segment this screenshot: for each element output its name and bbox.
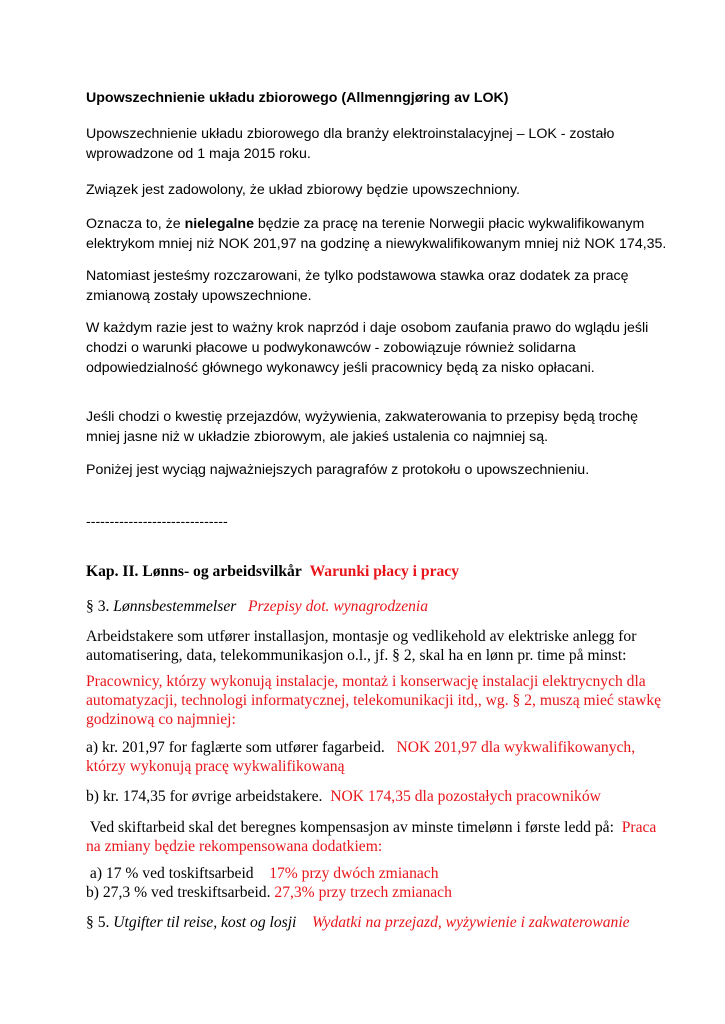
text-line: automatyzacji, technologi informatycznej, telekomunikacji itd,, wg. § 2, muszą mieć stawkę [86,692,662,709]
shift-rate-b-no: b) 27,3 % ved treskiftsarbeid. [86,884,271,901]
text-line: Jeśli chodzi o kwestię przejazdów, wyżywienia, zakwaterowania to przepisy będą trochę [86,409,639,425]
section-title-pl: Wydatki na przejazd, wyżywienie i zakwaterowanie [311,914,630,931]
chapter-title-no: Kap. II. Lønns- og arbeidsvilkår [86,563,302,580]
paragraph-travel [86,407,686,447]
text-line: W każdym razie jest to ważny krok naprzód i daje osobom zaufania prawo do wglądu jeśli [86,320,649,336]
rate-b-no: b) kr. 174,35 for øvrige arbeidstakere. [86,788,323,805]
section-5-heading [86,913,686,932]
emphasis-illegal: nielegalne [184,216,254,232]
shift-no: Ved skiftarbeid skal det beregnes kompensasjon av minste timelønn i første ledd på: [89,819,614,836]
text-line: Pracownicy, którzy wykonują instalacje, montaż i konserwację instalacji elektrycnych dla [86,673,646,690]
shift-pl: Praca [621,819,657,836]
text-line: elektrykom mniej niż NOK 201,97 na godzinę a niewykwalifikowanym mniej niż NOK 174,35. [86,236,667,252]
section-title-no: Utgifter til reise, kost og losji [113,914,297,931]
rate-b [86,787,686,806]
paragraph-disappointed [86,266,686,306]
text-line [86,214,686,234]
section-number: § 5. [86,914,114,931]
shift-rate-a [86,864,686,883]
text-line: godzinową co najmniej: [86,711,236,728]
text-line: mniej jasne niż w układzie zbiorowym, ale jakieś ustalenia co najmniej są. [86,429,549,445]
section-3-heading [86,597,686,616]
text-span: będzie za pracę na terenie Norwegii płacic wykwalifikowanym [253,216,645,232]
text-line: Natomiast jesteśmy rozczarowani, że tylko podstawowa stawka oraz dodatek za pracę [86,268,629,284]
shift-rate-b [86,883,686,902]
paragraph-meaning [86,214,686,254]
chapter-title-pl: Warunki płacy i pracy [309,563,460,580]
rate-a-pl-cont: którzy wykonują pracę wykwalifikowaną [86,758,345,775]
text-line [86,818,686,837]
separator-line: ------------------------------ [86,514,228,530]
rate-a-pl: NOK 201,97 dla wykwalifikowanych, [396,739,636,756]
text-line: zmianową zostały upowszechnione. [86,288,312,304]
paragraph-intro [86,124,686,164]
section-number: § 3. [86,598,114,615]
paragraph-employees-pl [86,672,686,729]
text-line: odpowiedzialność głównego wykonawcy jeśli pracownicy będą za nisko opłacani. [86,360,595,376]
shift-rate-a-pl: 17% przy dwóch zmianach [269,865,439,882]
rate-a-no: a) kr. 201,97 for faglærte som utfører fagarbeid. [86,739,385,756]
text-line: chodzi o warunki płacowe u podwykonawców - zobowiązuje również solidarna [86,340,576,356]
paragraph-satisfied: Związek jest zadowolony, że układ zbiorowy będzie upowszechniony. [86,182,520,198]
rate-b-pl: NOK 174,35 dla pozostałych pracowników [330,788,601,805]
text-line: Upowszechnienie układu zbiorowego dla branży elektroinstalacyjnej – LOK - zostało [86,126,615,142]
text-line: Arbeidstakere som utfører installasjon, montasje og vedlikehold av elektriske anlegg for [86,628,637,645]
text-span: Oznacza to, że [86,216,185,232]
text-line: automatisering, data, telekommunikasjon o.l., jf. § 2, skal ha en lønn pr. time på minst: [86,647,627,664]
document-title: Upowszechnienie układu zbiorowego (Allmenngjøring av LOK) [86,90,509,106]
paragraph-important-step [86,318,686,378]
shift-rate-a-no: a) 17 % ved toskiftsarbeid [89,865,254,882]
paragraph-excerpt: Poniżej jest wyciąg najważniejszych paragrafów z protokołu o upowszechnieniu. [86,462,590,478]
section-title-pl: Przepisy dot. wynagrodzenia [248,598,429,615]
paragraph-employees-no [86,627,686,665]
shift-rates [86,864,686,902]
chapter-heading [86,562,686,581]
shift-paragraph [86,818,686,856]
text-line: wprowadzone od 1 maja 2015 roku. [86,146,311,162]
section-title-no: Lønnsbestemmelser [113,598,237,615]
shift-pl-cont: na zmiany będzie rekompensowana dodatkiem: [86,838,383,855]
shift-rate-b-pl: 27,3% przy trzech zmianach [274,884,452,901]
text-line [86,738,686,757]
rate-a [86,738,686,776]
